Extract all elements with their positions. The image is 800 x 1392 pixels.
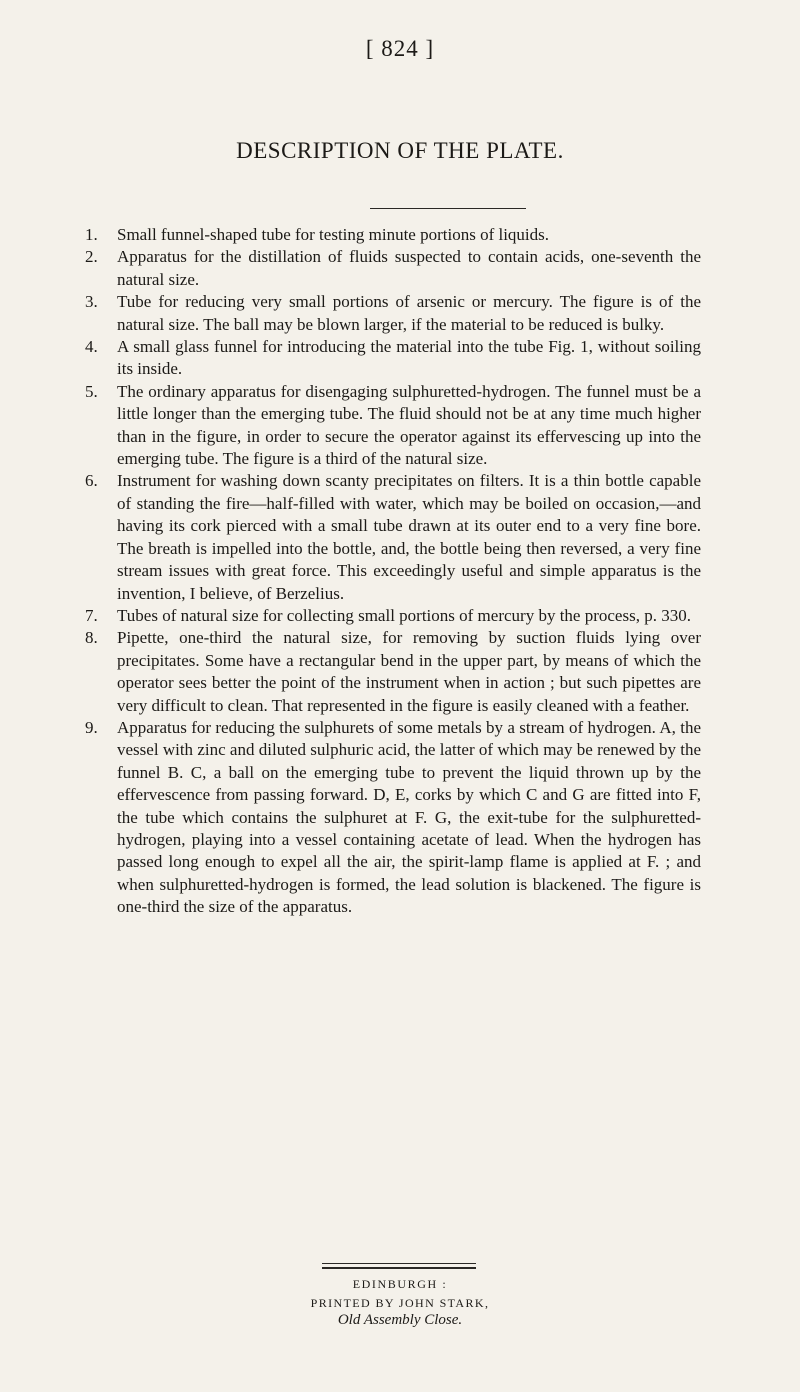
item-text: Pipette, one-third the natural size, for removing by suction fluids lying over precipitates. Some have a rectangular bend in the upper part, by means of which the operator sees better the point of the instrument when in action ; but such pipettes are very difficult to clean. That represented in the figure is easily cleaned with a feather. [117, 628, 701, 715]
list-item [0, 224, 701, 246]
item-number: 3. [85, 292, 98, 312]
imprint-address: Old Assembly Close. [337, 1312, 463, 1328]
title-divider [370, 208, 526, 209]
item-number: 5. [85, 381, 98, 401]
item-number: 1. [85, 225, 98, 244]
list-item [0, 246, 701, 291]
list-item [0, 291, 701, 336]
list-item [0, 336, 701, 381]
item-text: Tubes of natural size for collecting small portions of mercury by the process, p. 330. [117, 605, 691, 625]
item-text: The ordinary apparatus for disengaging sulphuretted-hydrogen. The funnel must be a little longer than the emerging tube. The fluid should not be at any time much higher than in the figure, in order to secure the operator against its effervescing up into the emerging tube. The figure is a third of the natural size. [117, 381, 701, 469]
item-number: 9. [85, 717, 98, 737]
list-item [0, 605, 701, 627]
item-number: 6. [85, 471, 98, 491]
item-number: 4. [85, 337, 98, 357]
imprint-printer: PRINTED BY JOHN STARK, [310, 1296, 490, 1310]
page-title: DESCRIPTION OF THE PLATE. [236, 138, 564, 163]
item-text: A small glass funnel for introducing the material into the tube Fig. 1, without soiling its inside. [117, 337, 701, 379]
item-number: 7. [85, 605, 98, 625]
item-number: 8. [85, 628, 98, 648]
list-item [0, 717, 701, 919]
item-text: Apparatus for the distillation of fluids suspected to contain acids, one-seventh the natural size. [117, 247, 701, 289]
item-text: Instrument for washing down scanty precipitates on filters. It is a thin bottle capable of standing the fire—half-filled with water, which may be boiled on occasion,—and having its cork pierced with a small tube drawn at its outer end to a very fine bore. The breath is impelled into the bottle, and, the bottle being then reversed, a very fine stream issues with great force. This exceedingly useful and simple apparatus is the invention, I believe, of Berzelius. [117, 471, 701, 603]
item-text: Apparatus for reducing the sulphurets of some metals by a stream of hydrogen. A, the vessel with zinc and diluted sulphuric acid, the latter of which may be renewed by the funnel B. C, a ball on the emerging tube to prevent the liquid thrown up by the effervescence from passing forward. D, E, corks by which C and G are fitted into F, the tube which contains the sulphuret at F. G, the exit-tube for the sulphuretted-hydrogen, playing into a vessel containing acetate of lead. When the hydrogen has passed long enough to expel all the air, the spirit-lamp flame is applied at F. ; and when sulphuretted-hydrogen is formed, the lead solution is blackened. The figure is one-third the size of the apparatus. [117, 717, 701, 917]
list-item [0, 381, 701, 471]
item-number: 2. [85, 247, 98, 267]
imprint-city: EDINBURGH : [352, 1277, 448, 1291]
list-item [0, 470, 701, 604]
item-text: Small funnel-shaped tube for testing minute portions of liquids. [117, 225, 550, 244]
imprint-rule-thin [322, 1263, 476, 1264]
plate-description-list [0, 224, 800, 919]
item-text: Tube for reducing very small portions of arsenic or mercury. The figure is of the natural size. The ball may be blown larger, if the material to be reduced is bulky. [117, 292, 701, 334]
imprint-rule-thick [322, 1267, 476, 1269]
page-number: [ 824 ] [365, 36, 435, 61]
list-item [0, 627, 701, 717]
